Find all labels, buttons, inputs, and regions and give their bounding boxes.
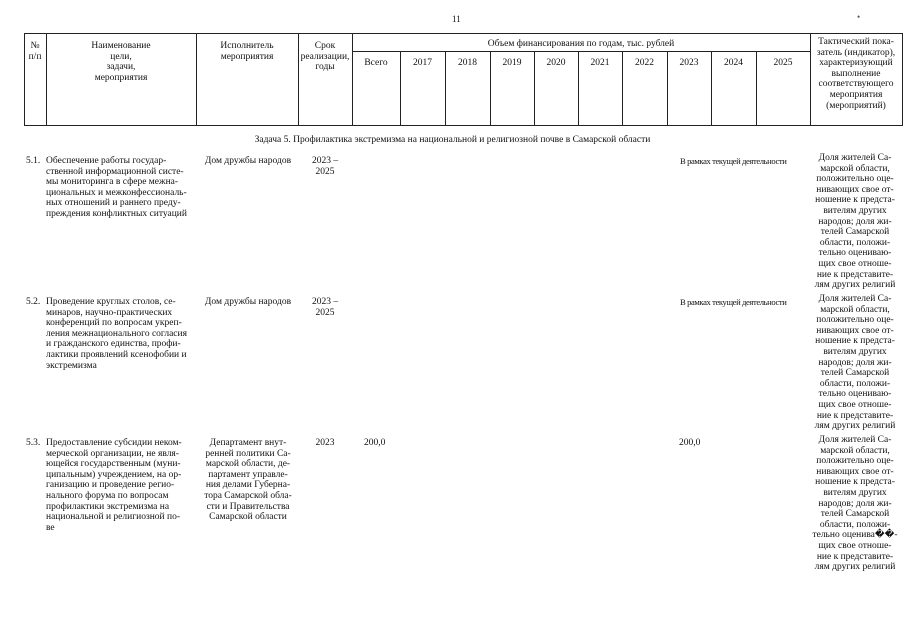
header-col-2017: 2017 — [413, 58, 432, 68]
header-col-2018: 2018 — [458, 58, 477, 68]
header-col-2019: 2019 — [502, 58, 522, 68]
row-executor: Дом дружбы народов — [204, 156, 292, 166]
header-col-2023: 2023 — [679, 58, 699, 68]
header-col-2022: 2022 — [635, 58, 654, 68]
header-col-total: Всего — [364, 58, 388, 68]
header-num: № п/п — [28, 41, 42, 62]
table-header — [24, 33, 903, 126]
header-col-2020: 2020 — [546, 58, 566, 68]
row-number: 5.1. — [26, 156, 41, 166]
row-2023-value: 200,0 — [679, 438, 701, 448]
row-indicator: Доля жителей Са- марской области, положительно оце- нивающих свое от- ношение к предста- вителям других народов; доля жи- телей Самарской области, положи- тельно оцениваю- щих свое отноше- ние к представите- лям других религий — [814, 153, 896, 291]
row-term: 2023 – 2025 — [311, 297, 339, 318]
header-col-2021: 2021 — [590, 58, 610, 68]
header-financing-title: Объем финансирования по годам, тыс. рублей — [487, 39, 675, 49]
row-number: 5.2. — [26, 297, 41, 307]
row-indicator: Доля жителей Са- марской области, положительно оце- нивающих свое от- ношение к предста- вителям других народов; доля жи- телей Самарской области, положи- тельно оцениваю- щих свое отноше- ние к представите- лям других религий — [814, 294, 896, 432]
row-indicator: Доля жителей Са- марской области, положительно оце- нивающих свое от- ношение к предста- вителям других народов; доля жи- телей Самарской области, положи- тельно оценива��- щих свое отноше- ние к представите- лям других религий — [812, 435, 898, 573]
row-name: Проведение круглых столов, се- минаров, научно-практических конференций по вопросам укреп- ления межнационального согласия и гражданского единства, профи- лактики проявлений ксенофобии и экстремизма — [46, 297, 187, 371]
row-financing-note: В рамках текущей деятельности — [680, 156, 787, 166]
row-total: 200,0 — [364, 438, 386, 448]
header-col-2025: 2025 — [773, 58, 793, 68]
scan-mark: • — [857, 12, 861, 22]
header-col-2024: 2024 — [724, 58, 743, 68]
task-title: Задача 5. Профилактика экстремизма на национальной и религиозной почве в Самарской области — [254, 135, 651, 145]
row-term: 2023 – 2025 — [311, 156, 339, 177]
row-number: 5.3. — [26, 438, 41, 448]
header-executor: Исполнитель мероприятия — [220, 41, 274, 62]
page-number: 11 — [452, 14, 461, 24]
row-executor: Департамент внут- ренней политики Са- марской области, де- партамент управле- ния делами Губерна- тора Самарской обла- сти и Правительства Самарской области — [204, 438, 292, 523]
header-indicator: Тактический пока- затель (индикатор), характеризующий выполнение соответствующего мероприятия (мероприятий) — [816, 37, 896, 111]
row-name: Предоставление субсидии неком- мерческой организации, не явля- ющейся государственным (муни- ципальным) учреждением, на ор- ганизацию и проведение регио- нального форума по вопросам профилактики экстремизма на национальной и религиозной по- ве — [46, 438, 182, 533]
row-financing-note: В рамках текущей деятельности — [680, 297, 787, 307]
row-term: 2023 — [315, 438, 335, 448]
row-executor: Дом дружбы народов — [204, 297, 292, 307]
row-name: Обеспечение работы государ- ственной информационной систе- мы мониторинга в сфере межна- циональных и межконфессиональ- ных отношений и раннего преду- преждения конфликтных ситуаций — [46, 156, 187, 219]
header-term: Срок реализации, годы — [300, 41, 350, 73]
header-name: Наименование цели, задачи, мероприятия — [91, 41, 151, 83]
